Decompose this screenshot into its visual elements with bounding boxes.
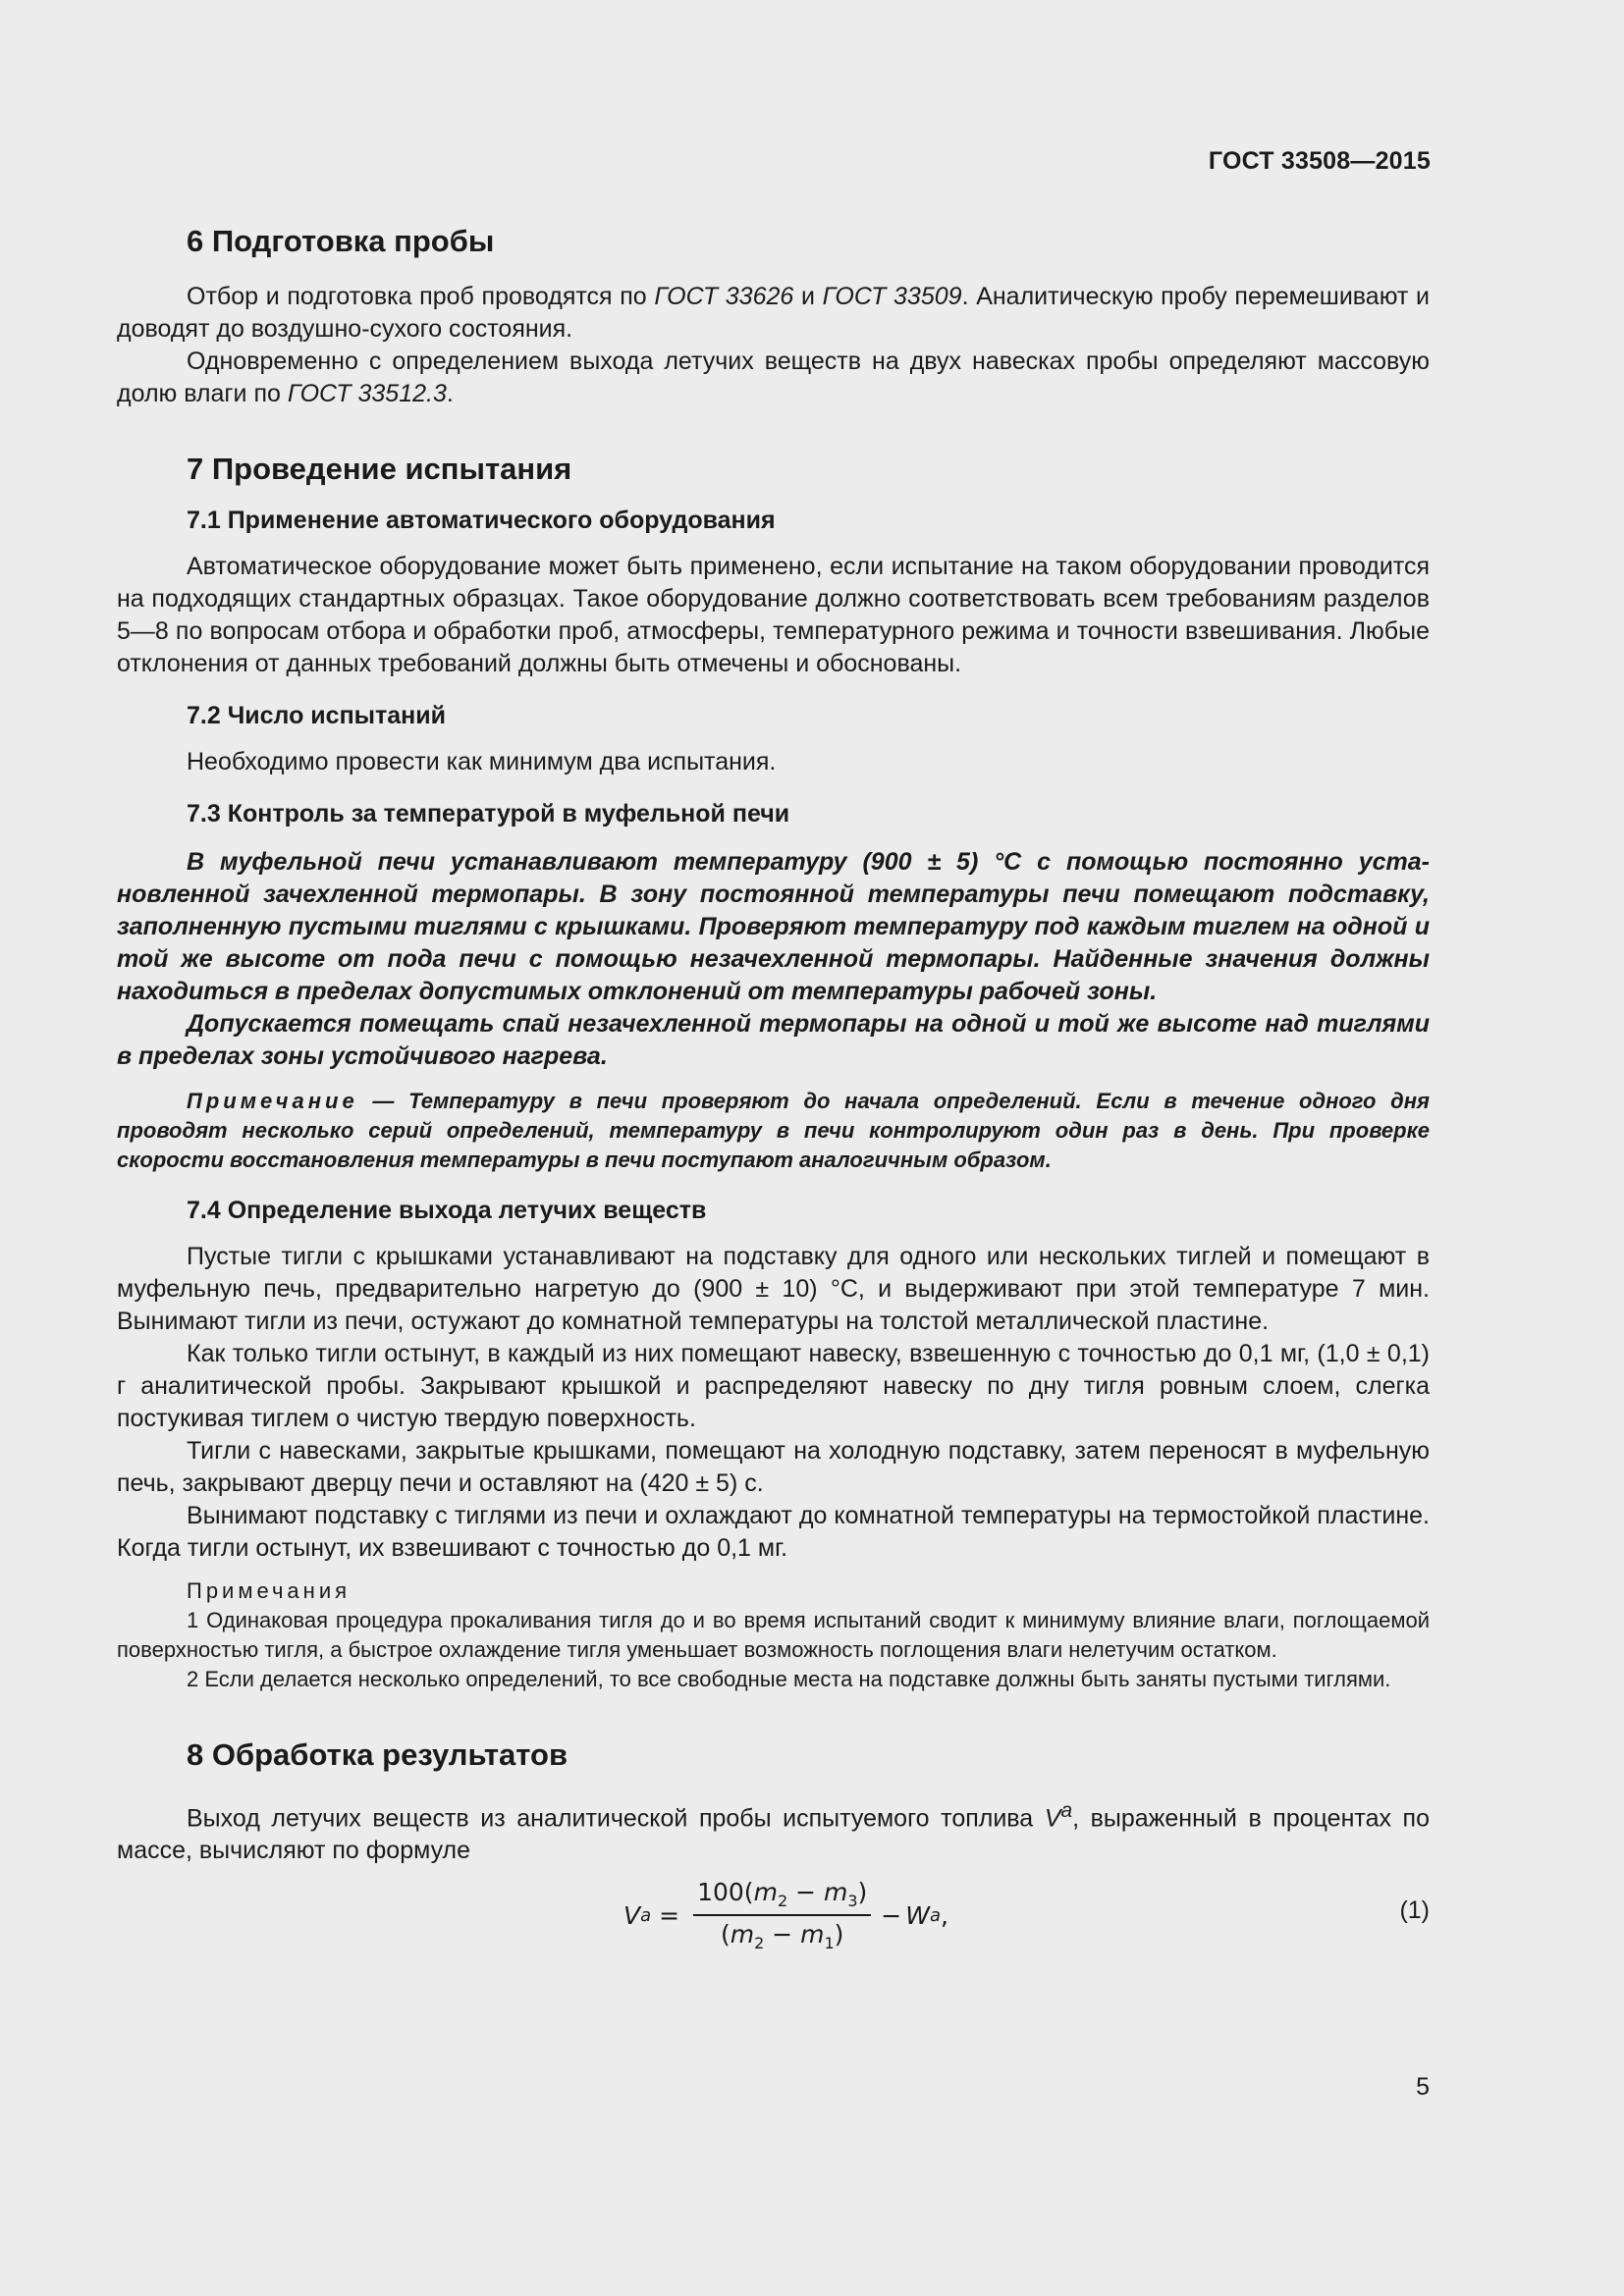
subsection-7-4-paragraph-1: Пустые тигли с крышками устанавливают на подставку для одного или нескольких тиглей и помещают в муфельную печь, предварительно нагретую до (900 ± 10) °С, и выдерживают при этой температуре 7 мин. Вынимают тигли из печи, остужают до комнатной температуры на толстой металлической пластине.: [117, 1243, 1430, 1335]
subsection-7-4-paragraph-3: Тигли с навесками, закрытые крышками, помещают на холодную подставку, затем переносят в муфельную печь, закрывают дверцу печи и оставляют на (420 ± 5) с.: [117, 1437, 1430, 1497]
note-2: 2 Если делается несколько определений, то все свободные места на подставке должны быть заняты пустыми тиглями.: [187, 1667, 1391, 1691]
page-number: 5: [1416, 2073, 1430, 2101]
text-span: . Аналитическую пробу перемешивают и доводят до воздушно-сухого состояния.: [117, 283, 1430, 343]
text-span: Отбор и подготовка проб проводятся по: [187, 283, 655, 310]
equals-sign: =: [659, 1900, 680, 1930]
note-text: — Температуру в печи проверяют до начала определений. Если в течение одного дня проводят несколько серий определений, температуру в печи контролируют один раз в день. При проверке скорости восстановления температуры в печи поступают аналогичным образом.: [117, 1089, 1430, 1172]
text-span: .: [446, 380, 454, 407]
subsection-7-2-text: Необходимо провести как минимум два испытания.: [187, 748, 777, 775]
note-label: Примечание: [187, 1089, 358, 1113]
formula-number: (1): [1399, 1896, 1430, 1925]
subsection-7-3-title: 7.3 Контроль за температурой в муфельной печи: [187, 800, 790, 828]
subscript: 2: [754, 1934, 765, 1953]
subsection-7-1-title: 7.1 Применение автоматического оборудования: [187, 507, 776, 534]
text-span: Одновременно с определением выхода летучих веществ на двух навесках пробы определяют массовую долю влаги по: [117, 347, 1430, 407]
section-8-paragraph-1: [117, 1794, 1430, 1867]
page-content: [117, 222, 1430, 1955]
var-m: m: [753, 1878, 778, 1907]
section-6-title: 6 Подготовка пробы: [187, 224, 495, 258]
volatile-yield-symbol: V: [1044, 1804, 1061, 1833]
subsection-7-4-paragraph-2: Как только тигли остынут, в каждый из них помещают навеску, взвешенную с точностью до 0,1 мг, (1,0 ± 0,1) г аналитической пробы. Закрывают крышкой и распределяют навеску по дну тигля ровным слоем, слегка постукивая тиглем о чистую твердую поверхность.: [117, 1340, 1430, 1432]
note-1: 1 Одинаковая процедура прокаливания тигля до и во время испытаний сводит к минимуму влияние влаги, поглощаемой поверхностью тигля, а быстрое охлаждение тигля уменьшает возможность поглощения влаги нелетучим остатком.: [117, 1608, 1430, 1662]
doc-code-header: ГОСТ 33508—2015: [1208, 147, 1431, 175]
subsection-7-2-title: 7.2 Число испытаний: [187, 702, 447, 729]
var-m: m: [823, 1878, 848, 1907]
notes-label: Примечания: [187, 1578, 352, 1603]
subsection-7-3-paragraph-2: Допускается помещать спай незачехленной термопары на одной и той же высоте над тиглями в пределах зоны устойчивого нагрева.: [117, 1010, 1430, 1070]
reference-gost-33512-3: ГОСТ 33512.3: [287, 380, 447, 407]
moisture-superscript: a: [929, 1904, 941, 1926]
formula-fraction: [693, 1878, 871, 1952]
fraction-denominator: [717, 1916, 847, 1952]
moisture-symbol: W: [905, 1900, 930, 1930]
text-span: и: [793, 283, 823, 310]
fraction-numerator: [693, 1878, 871, 1916]
formula-lhs-superscript: a: [640, 1904, 652, 1926]
superscript: a: [1060, 1799, 1073, 1822]
section-8-title: 8 Обработка результатов: [187, 1737, 568, 1772]
var-m: m: [800, 1920, 825, 1949]
formula-lhs: V: [623, 1900, 641, 1930]
text-span: Выход летучих веществ из аналитической пробы испытуемого топлива: [187, 1804, 1045, 1833]
subsection-7-3-paragraph-1: В муфельной печи устанавливают температуру (900 ± 5) °С с помощью постоянно установленной зачехленной термопары. В зону постоянной температуры печи помещают подставку, заполненную пустыми тиглями с крышками. Проверяют температуру под каждым тиглем на одной и той же высоте от пода печи с помощью незачехленной термопары. Найденные значения должны находиться в пределах допустимых отклонений от температуры рабочей зоны.: [117, 848, 1430, 1005]
subsection-7-4-paragraph-4: Вынимают подставку с тиглями из печи и охлаждают до комнатной температуры на термостойкой пластине. Когда тигли остынут, их взвешивают с точностью до 0,1 мг.: [117, 1502, 1430, 1562]
subsection-7-1-text: Автоматическое оборудование может быть применено, если испытание на таком оборудовании проводится на подходящих стандартных образцах. Такое оборудование должно соответствовать всем требованиям разделов 5—8 по вопросам отбора и обработки проб, атмосферы, температурного режима и точности взвешивания. Любые отклонения от данных требований должны быть отмечены и обоснованы.: [117, 553, 1430, 677]
paren: (: [720, 1920, 731, 1949]
formula-1: [623, 1875, 948, 1955]
subscript: 3: [847, 1892, 858, 1911]
paren: ): [834, 1920, 844, 1949]
paren: ): [857, 1878, 868, 1907]
minus-sign: −: [764, 1920, 801, 1949]
minus-sign: −: [881, 1900, 902, 1930]
formula-comma: ,: [941, 1900, 948, 1930]
section-6-paragraph-2: [117, 346, 1430, 410]
reference-gost-33509: ГОСТ 33509: [822, 283, 962, 310]
subscript: 1: [824, 1934, 835, 1953]
section-6-paragraph-1: [117, 281, 1430, 346]
text-span: , выраженный в процентах по массе, вычисляют по формуле: [117, 1804, 1430, 1865]
section-7-title: 7 Проведение испытания: [187, 452, 572, 486]
reference-gost-33626: ГОСТ 33626: [654, 283, 794, 310]
minus-sign: −: [787, 1878, 824, 1907]
subsection-7-4-title: 7.4 Определение выхода летучих веществ: [187, 1197, 707, 1224]
subscript: 2: [777, 1892, 788, 1911]
var-m: m: [730, 1920, 755, 1949]
formula-1-row: [117, 1875, 1430, 1955]
subsection-7-3-note: [117, 1087, 1430, 1175]
text-span: 100(: [697, 1878, 754, 1907]
